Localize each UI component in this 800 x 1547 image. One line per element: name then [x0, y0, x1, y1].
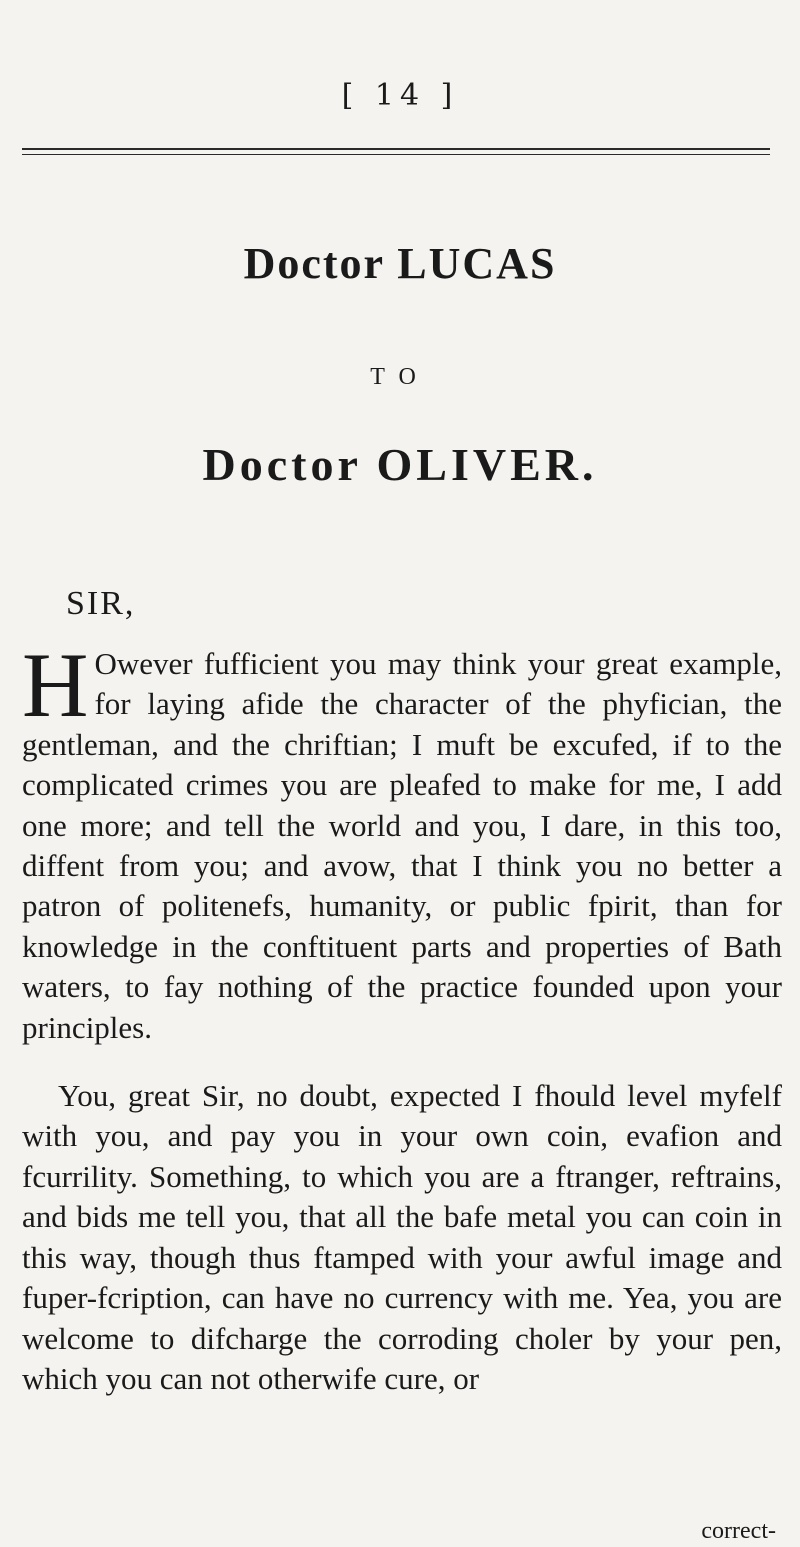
salutation: SIR, — [66, 585, 136, 622]
title-line-1: Doctor LUCAS — [243, 239, 557, 288]
page-number: [ 14 ] — [341, 78, 459, 113]
title-line-3: Doctor OLIVER. — [202, 439, 598, 490]
catchword: correct- — [701, 1518, 776, 1544]
drop-cap: H — [22, 634, 89, 736]
header-rule-thin — [22, 154, 770, 155]
header-rule — [22, 148, 770, 150]
paragraph-1-text: Owever fufficient you may think your great example, for laying afide the character of the phyfician, the gentleman, and the chriftian; I muft be excufed, if to the complicated crimes you are pleafed to make for me, I add one more; and tell the world and you, I dare, in this too, diffent from you; and avow, that I think you no better a patron of politenefs, humanity, or public fpirit, than for knowledge in the conftituent parts and properties of Bath waters, to fay nothing of the practice founded upon your principles. — [22, 646, 782, 1045]
title-line-2: TO — [370, 364, 430, 390]
paragraph-2: You, great Sir, no doubt, expected I fhould level myfelf with you, and pay you in your own coin, evafion and fcurrility. Something, to which you are a ftranger, reftrains, and bids me tell you, that all the bafe metal you can coin in this way, though thus ftamped with your awful image and fuper-fcription, can have no currency with me. Yea, you are welcome to difcharge the corroding choler by your pen, which you can not otherwife cure, or — [22, 1078, 782, 1396]
paragraph-1 — [22, 634, 782, 1048]
letter-body — [22, 634, 782, 1399]
